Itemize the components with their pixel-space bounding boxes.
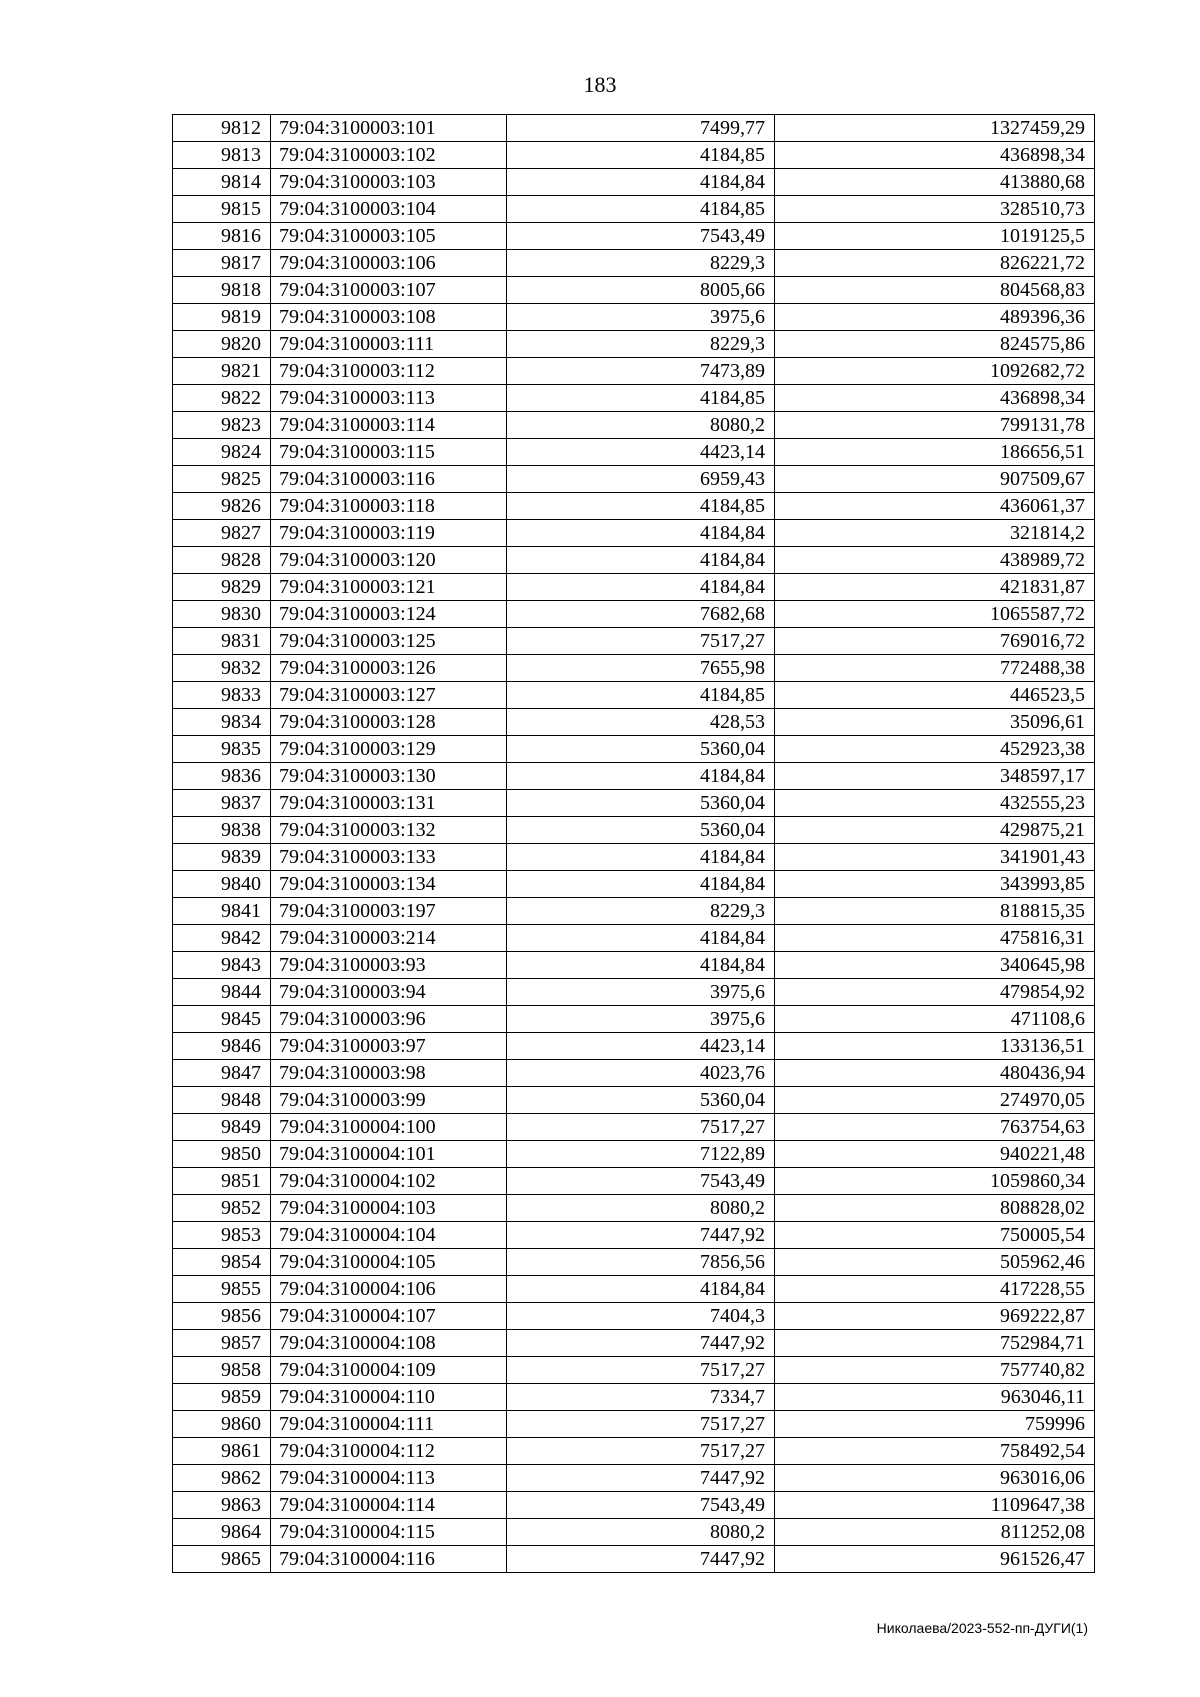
area-cell: 7122,89 [507,1141,775,1168]
table-row [173,547,1095,574]
area-cell: 5360,04 [507,817,775,844]
value-cell: 274970,05 [775,1087,1095,1114]
table-row [173,1141,1095,1168]
cadastral-number-cell: 79:04:3100003:127 [271,682,507,709]
cadastral-number-cell: 79:04:3100004:108 [271,1330,507,1357]
area-cell: 3975,6 [507,1006,775,1033]
area-cell: 7543,49 [507,223,775,250]
row-number-cell: 9824 [173,439,271,466]
value-cell: 808828,02 [775,1195,1095,1222]
cadastral-number-cell: 79:04:3100003:114 [271,412,507,439]
cadastral-number-cell: 79:04:3100003:133 [271,844,507,871]
area-cell: 5360,04 [507,736,775,763]
cadastral-number-cell: 79:04:3100003:120 [271,547,507,574]
area-cell: 4184,85 [507,682,775,709]
table-row [173,1357,1095,1384]
area-cell: 7517,27 [507,1114,775,1141]
value-cell: 750005,54 [775,1222,1095,1249]
value-cell: 479854,92 [775,979,1095,1006]
row-number-cell: 9831 [173,628,271,655]
area-cell: 4184,84 [507,925,775,952]
value-cell: 818815,35 [775,898,1095,925]
table-row [173,601,1095,628]
cadastral-number-cell: 79:04:3100003:121 [271,574,507,601]
value-cell: 757740,82 [775,1357,1095,1384]
table-row [173,1060,1095,1087]
value-cell: 811252,08 [775,1519,1095,1546]
area-cell: 4184,84 [507,1276,775,1303]
row-number-cell: 9835 [173,736,271,763]
row-number-cell: 9816 [173,223,271,250]
row-number-cell: 9847 [173,1060,271,1087]
row-number-cell: 9825 [173,466,271,493]
table-row [173,844,1095,871]
value-cell: 799131,78 [775,412,1095,439]
table-row [173,1438,1095,1465]
area-cell: 7404,3 [507,1303,775,1330]
table-row [173,979,1095,1006]
row-number-cell: 9840 [173,871,271,898]
table-row [173,1330,1095,1357]
cadastral-number-cell: 79:04:3100003:214 [271,925,507,952]
cadastral-number-cell: 79:04:3100003:102 [271,142,507,169]
table-row [173,682,1095,709]
table-row [173,331,1095,358]
cadastral-number-cell: 79:04:3100004:104 [271,1222,507,1249]
table-row [173,898,1095,925]
value-cell: 348597,17 [775,763,1095,790]
row-number-cell: 9812 [173,115,271,142]
row-number-cell: 9854 [173,1249,271,1276]
row-number-cell: 9838 [173,817,271,844]
cadastral-number-cell: 79:04:3100004:105 [271,1249,507,1276]
area-cell: 4184,84 [507,547,775,574]
row-number-cell: 9844 [173,979,271,1006]
cadastral-number-cell: 79:04:3100004:115 [271,1519,507,1546]
table-row [173,628,1095,655]
row-number-cell: 9834 [173,709,271,736]
value-cell: 752984,71 [775,1330,1095,1357]
area-cell: 7543,49 [507,1168,775,1195]
area-cell: 7447,92 [507,1465,775,1492]
value-cell: 417228,55 [775,1276,1095,1303]
area-cell: 7517,27 [507,1357,775,1384]
row-number-cell: 9820 [173,331,271,358]
area-cell: 4184,84 [507,520,775,547]
table-row [173,196,1095,223]
area-cell: 5360,04 [507,790,775,817]
table-row [173,1411,1095,1438]
cadastral-number-cell: 79:04:3100003:132 [271,817,507,844]
table-row [173,304,1095,331]
cadastral-number-cell: 79:04:3100004:103 [271,1195,507,1222]
area-cell: 4184,85 [507,385,775,412]
row-number-cell: 9821 [173,358,271,385]
table-row [173,1222,1095,1249]
area-cell: 4184,84 [507,169,775,196]
table-row [173,385,1095,412]
row-number-cell: 9822 [173,385,271,412]
area-cell: 7517,27 [507,1411,775,1438]
table-row [173,412,1095,439]
area-cell: 8229,3 [507,898,775,925]
row-number-cell: 9851 [173,1168,271,1195]
row-number-cell: 9845 [173,1006,271,1033]
cadastral-number-cell: 79:04:3100003:99 [271,1087,507,1114]
row-number-cell: 9818 [173,277,271,304]
cadastral-number-cell: 79:04:3100003:97 [271,1033,507,1060]
row-number-cell: 9814 [173,169,271,196]
value-cell: 475816,31 [775,925,1095,952]
row-number-cell: 9865 [173,1546,271,1573]
table-row [173,1276,1095,1303]
table-row [173,439,1095,466]
cadastral-number-cell: 79:04:3100003:107 [271,277,507,304]
row-number-cell: 9813 [173,142,271,169]
cadastral-number-cell: 79:04:3100003:113 [271,385,507,412]
value-cell: 436061,37 [775,493,1095,520]
table-row [173,871,1095,898]
value-cell: 436898,34 [775,142,1095,169]
cadastral-number-cell: 79:04:3100003:115 [271,439,507,466]
cadastral-number-cell: 79:04:3100003:106 [271,250,507,277]
row-number-cell: 9827 [173,520,271,547]
page-number: 183 [583,72,617,97]
value-cell: 341901,43 [775,844,1095,871]
value-cell: 321814,2 [775,520,1095,547]
area-cell: 7517,27 [507,1438,775,1465]
row-number-cell: 9864 [173,1519,271,1546]
area-cell: 4184,84 [507,574,775,601]
area-cell: 6959,43 [507,466,775,493]
table-row [173,1195,1095,1222]
area-cell: 7473,89 [507,358,775,385]
table-row [173,1465,1095,1492]
row-number-cell: 9861 [173,1438,271,1465]
cadastral-number-cell: 79:04:3100004:112 [271,1438,507,1465]
value-cell: 436898,34 [775,385,1095,412]
row-number-cell: 9833 [173,682,271,709]
table-row [173,817,1095,844]
row-number-cell: 9829 [173,574,271,601]
value-cell: 133136,51 [775,1033,1095,1060]
value-cell: 804568,83 [775,277,1095,304]
value-cell: 969222,87 [775,1303,1095,1330]
cadastral-number-cell: 79:04:3100003:116 [271,466,507,493]
value-cell: 758492,54 [775,1438,1095,1465]
table-row [173,1087,1095,1114]
cadastral-number-cell: 79:04:3100004:114 [271,1492,507,1519]
cadastral-table [172,114,1095,1573]
area-cell: 4423,14 [507,1033,775,1060]
row-number-cell: 9819 [173,304,271,331]
table-row [173,169,1095,196]
value-cell: 907509,67 [775,466,1095,493]
cadastral-number-cell: 79:04:3100003:134 [271,871,507,898]
cadastral-number-cell: 79:04:3100003:96 [271,1006,507,1033]
area-cell: 8229,3 [507,331,775,358]
row-number-cell: 9817 [173,250,271,277]
table-row [173,1006,1095,1033]
value-cell: 1065587,72 [775,601,1095,628]
row-number-cell: 9858 [173,1357,271,1384]
area-cell: 7447,92 [507,1330,775,1357]
table-row [173,115,1095,142]
cadastral-number-cell: 79:04:3100003:101 [271,115,507,142]
row-number-cell: 9837 [173,790,271,817]
row-number-cell: 9841 [173,898,271,925]
table-row [173,1168,1095,1195]
row-number-cell: 9846 [173,1033,271,1060]
cadastral-number-cell: 79:04:3100004:101 [271,1141,507,1168]
cadastral-number-cell: 79:04:3100003:126 [271,655,507,682]
table-row [173,763,1095,790]
value-cell: 759996 [775,1411,1095,1438]
cadastral-number-cell: 79:04:3100004:113 [271,1465,507,1492]
cadastral-number-cell: 79:04:3100004:110 [271,1384,507,1411]
area-cell: 7447,92 [507,1546,775,1573]
cadastral-number-cell: 79:04:3100003:124 [271,601,507,628]
row-number-cell: 9815 [173,196,271,223]
area-cell: 7517,27 [507,628,775,655]
area-cell: 8080,2 [507,412,775,439]
value-cell: 769016,72 [775,628,1095,655]
table-row [173,790,1095,817]
value-cell: 432555,23 [775,790,1095,817]
area-cell: 428,53 [507,709,775,736]
row-number-cell: 9842 [173,925,271,952]
row-number-cell: 9852 [173,1195,271,1222]
area-cell: 4184,84 [507,871,775,898]
table-row [173,1546,1095,1573]
cadastral-number-cell: 79:04:3100004:107 [271,1303,507,1330]
area-cell: 8080,2 [507,1519,775,1546]
table-row [173,277,1095,304]
area-cell: 4023,76 [507,1060,775,1087]
value-cell: 963016,06 [775,1465,1095,1492]
value-cell: 446523,5 [775,682,1095,709]
table-row [173,1492,1095,1519]
table-row [173,1249,1095,1276]
value-cell: 340645,98 [775,952,1095,979]
area-cell: 7543,49 [507,1492,775,1519]
area-cell: 7334,7 [507,1384,775,1411]
table-row [173,520,1095,547]
table-row [173,1384,1095,1411]
row-number-cell: 9857 [173,1330,271,1357]
area-cell: 7655,98 [507,655,775,682]
cadastral-number-cell: 79:04:3100003:104 [271,196,507,223]
cadastral-number-cell: 79:04:3100003:112 [271,358,507,385]
cadastral-number-cell: 79:04:3100003:197 [271,898,507,925]
area-cell: 4184,84 [507,952,775,979]
table-row [173,1033,1095,1060]
value-cell: 1092682,72 [775,358,1095,385]
area-cell: 7447,92 [507,1222,775,1249]
table-row [173,1519,1095,1546]
row-number-cell: 9856 [173,1303,271,1330]
cadastral-number-cell: 79:04:3100003:103 [271,169,507,196]
value-cell: 438989,72 [775,547,1095,574]
row-number-cell: 9843 [173,952,271,979]
value-cell: 1019125,5 [775,223,1095,250]
row-number-cell: 9823 [173,412,271,439]
cadastral-number-cell: 79:04:3100004:111 [271,1411,507,1438]
cadastral-number-cell: 79:04:3100003:130 [271,763,507,790]
value-cell: 824575,86 [775,331,1095,358]
row-number-cell: 9848 [173,1087,271,1114]
row-number-cell: 9855 [173,1276,271,1303]
area-cell: 7499,77 [507,115,775,142]
cadastral-number-cell: 79:04:3100003:105 [271,223,507,250]
row-number-cell: 9863 [173,1492,271,1519]
cadastral-number-cell: 79:04:3100004:109 [271,1357,507,1384]
cadastral-number-cell: 79:04:3100003:93 [271,952,507,979]
table-row [173,466,1095,493]
area-cell: 7682,68 [507,601,775,628]
table-row [173,1114,1095,1141]
row-number-cell: 9830 [173,601,271,628]
area-cell: 7856,56 [507,1249,775,1276]
cadastral-number-cell: 79:04:3100003:118 [271,493,507,520]
row-number-cell: 9862 [173,1465,271,1492]
value-cell: 471108,6 [775,1006,1095,1033]
area-cell: 4184,85 [507,493,775,520]
area-cell: 3975,6 [507,979,775,1006]
row-number-cell: 9832 [173,655,271,682]
value-cell: 35096,61 [775,709,1095,736]
cadastral-number-cell: 79:04:3100003:111 [271,331,507,358]
row-number-cell: 9853 [173,1222,271,1249]
area-cell: 4184,85 [507,196,775,223]
cadastral-number-cell: 79:04:3100004:116 [271,1546,507,1573]
value-cell: 763754,63 [775,1114,1095,1141]
cadastral-number-cell: 79:04:3100003:119 [271,520,507,547]
value-cell: 772488,38 [775,655,1095,682]
row-number-cell: 9839 [173,844,271,871]
row-number-cell: 9859 [173,1384,271,1411]
value-cell: 1327459,29 [775,115,1095,142]
area-cell: 8005,66 [507,277,775,304]
area-cell: 4184,85 [507,142,775,169]
value-cell: 505962,46 [775,1249,1095,1276]
row-number-cell: 9850 [173,1141,271,1168]
row-number-cell: 9836 [173,763,271,790]
area-cell: 8229,3 [507,250,775,277]
table-row [173,223,1095,250]
value-cell: 429875,21 [775,817,1095,844]
value-cell: 1109647,38 [775,1492,1095,1519]
cadastral-number-cell: 79:04:3100003:128 [271,709,507,736]
cadastral-number-cell: 79:04:3100004:100 [271,1114,507,1141]
document-footer: Николаева/2023-552-пп-ДУГИ(1) [876,1620,1088,1636]
row-number-cell: 9849 [173,1114,271,1141]
value-cell: 413880,68 [775,169,1095,196]
value-cell: 961526,47 [775,1546,1095,1573]
table-row [173,142,1095,169]
area-cell: 3975,6 [507,304,775,331]
value-cell: 186656,51 [775,439,1095,466]
cadastral-table-body [173,115,1095,1573]
table-row [173,736,1095,763]
table-row [173,250,1095,277]
value-cell: 940221,48 [775,1141,1095,1168]
row-number-cell: 9828 [173,547,271,574]
area-cell: 4423,14 [507,439,775,466]
cadastral-number-cell: 79:04:3100003:98 [271,1060,507,1087]
value-cell: 480436,94 [775,1060,1095,1087]
value-cell: 328510,73 [775,196,1095,223]
area-cell: 4184,84 [507,844,775,871]
cadastral-number-cell: 79:04:3100003:131 [271,790,507,817]
value-cell: 489396,36 [775,304,1095,331]
table-row [173,655,1095,682]
cadastral-number-cell: 79:04:3100003:108 [271,304,507,331]
cadastral-number-cell: 79:04:3100004:106 [271,1276,507,1303]
area-cell: 5360,04 [507,1087,775,1114]
value-cell: 343993,85 [775,871,1095,898]
table-row [173,709,1095,736]
cadastral-number-cell: 79:04:3100003:129 [271,736,507,763]
table-row [173,493,1095,520]
value-cell: 826221,72 [775,250,1095,277]
area-cell: 4184,84 [507,763,775,790]
row-number-cell: 9826 [173,493,271,520]
value-cell: 452923,38 [775,736,1095,763]
table-row [173,952,1095,979]
cadastral-number-cell: 79:04:3100004:102 [271,1168,507,1195]
value-cell: 963046,11 [775,1384,1095,1411]
row-number-cell: 9860 [173,1411,271,1438]
table-row [173,925,1095,952]
value-cell: 1059860,34 [775,1168,1095,1195]
cadastral-number-cell: 79:04:3100003:94 [271,979,507,1006]
cadastral-number-cell: 79:04:3100003:125 [271,628,507,655]
value-cell: 421831,87 [775,574,1095,601]
table-row [173,574,1095,601]
table-row [173,358,1095,385]
area-cell: 8080,2 [507,1195,775,1222]
table-row [173,1303,1095,1330]
